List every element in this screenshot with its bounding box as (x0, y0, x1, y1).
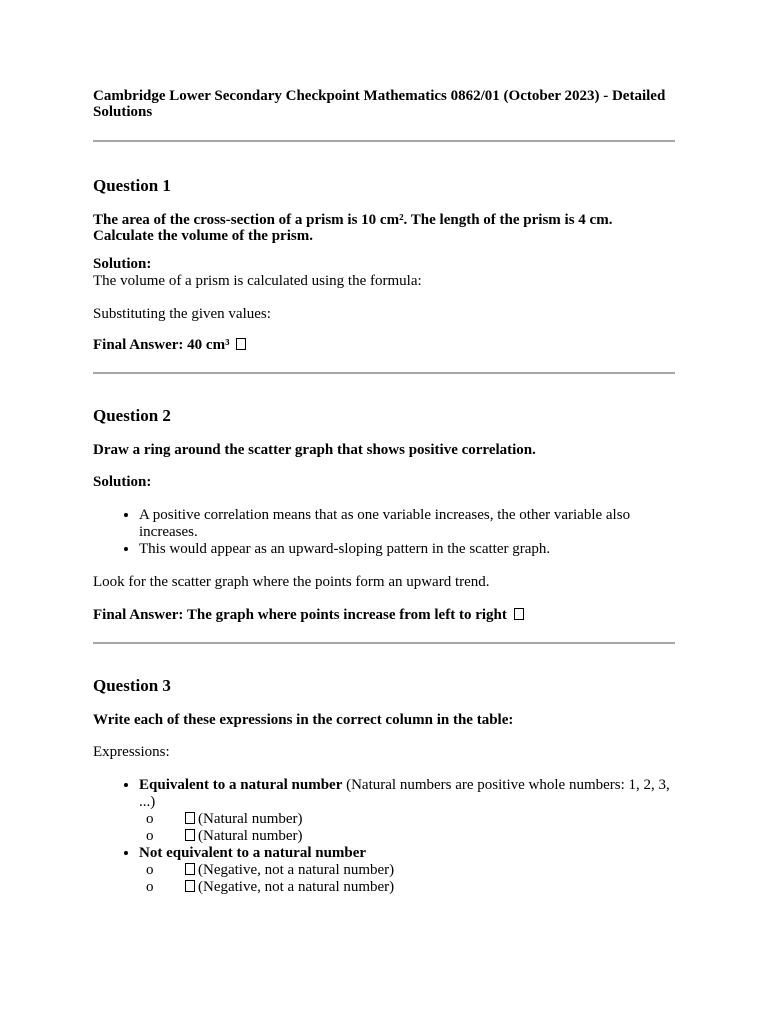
group-title: Equivalent to a natural number (139, 777, 343, 793)
question-3-text: Write each of these expressions in the correct column in the table: (93, 712, 514, 728)
document-body (93, 88, 675, 896)
sub-list (139, 811, 675, 845)
missing-glyph-icon (185, 812, 195, 824)
question-2-final-answer (93, 607, 675, 624)
group-note: (Natural numbers are positive whole numbers: 1, 2, 3, ...) (139, 777, 670, 810)
list-item (169, 862, 675, 879)
question-3-group-list (93, 777, 675, 896)
question-2-solution-label: Solution: (93, 474, 152, 490)
missing-glyph-icon (514, 608, 524, 620)
question-1-final-answer-text: Final Answer: 40 cm³ (93, 337, 230, 353)
question-1-substitution-line: Substituting the given values: (93, 306, 271, 322)
item-text: (Natural number) (198, 828, 303, 844)
question-2-text: Draw a ring around the scatter graph that shows positive correlation. (93, 442, 536, 458)
question-2-heading: Question 2 (93, 406, 171, 425)
question-3-section (93, 676, 675, 896)
question-3-heading: Question 3 (93, 676, 171, 695)
question-2-bullet-list (93, 507, 675, 558)
question-1-formula-line: The volume of a prism is calculated using the formula: (93, 273, 422, 289)
list-item (139, 845, 675, 896)
missing-glyph-icon (185, 880, 195, 892)
missing-glyph-icon (236, 338, 246, 350)
question-2-final-answer-text: Final Answer: The graph where points increase from left to right (93, 607, 507, 623)
question-1-heading: Question 1 (93, 176, 171, 195)
group-title: Not equivalent to a natural number (139, 845, 367, 861)
list-item (169, 811, 675, 828)
list-item (169, 828, 675, 845)
question-2-section (93, 406, 675, 624)
question-3-expressions-label: Expressions: (93, 744, 170, 760)
list-item (169, 879, 675, 896)
item-text: (Negative, not a natural number) (198, 862, 395, 878)
question-1-solution-label: Solution: (93, 256, 152, 272)
question-1-final-answer (93, 337, 675, 354)
list-item: • A positive correlation means that as one variable increases, the other variable also increases. (139, 507, 675, 541)
question-1-text: The area of the cross-section of a prism is 10 cm². The length of the prism is 4 cm. Calculate the volume of the prism. (93, 212, 613, 244)
question-2-hint-line: Look for the scatter graph where the points form an upward trend. (93, 574, 490, 590)
sub-list (139, 862, 675, 896)
question-1-section (93, 176, 675, 354)
missing-glyph-icon (185, 829, 195, 841)
list-item: • This would appear as an upward-sloping pattern in the scatter graph. (139, 541, 675, 558)
item-text: (Natural number) (198, 811, 303, 827)
item-text: (Negative, not a natural number) (198, 879, 395, 895)
missing-glyph-icon (185, 863, 195, 875)
document-title: Cambridge Lower Secondary Checkpoint Mathematics 0862/01 (October 2023) - Detailed Solutions (93, 88, 666, 120)
list-item (139, 777, 675, 845)
